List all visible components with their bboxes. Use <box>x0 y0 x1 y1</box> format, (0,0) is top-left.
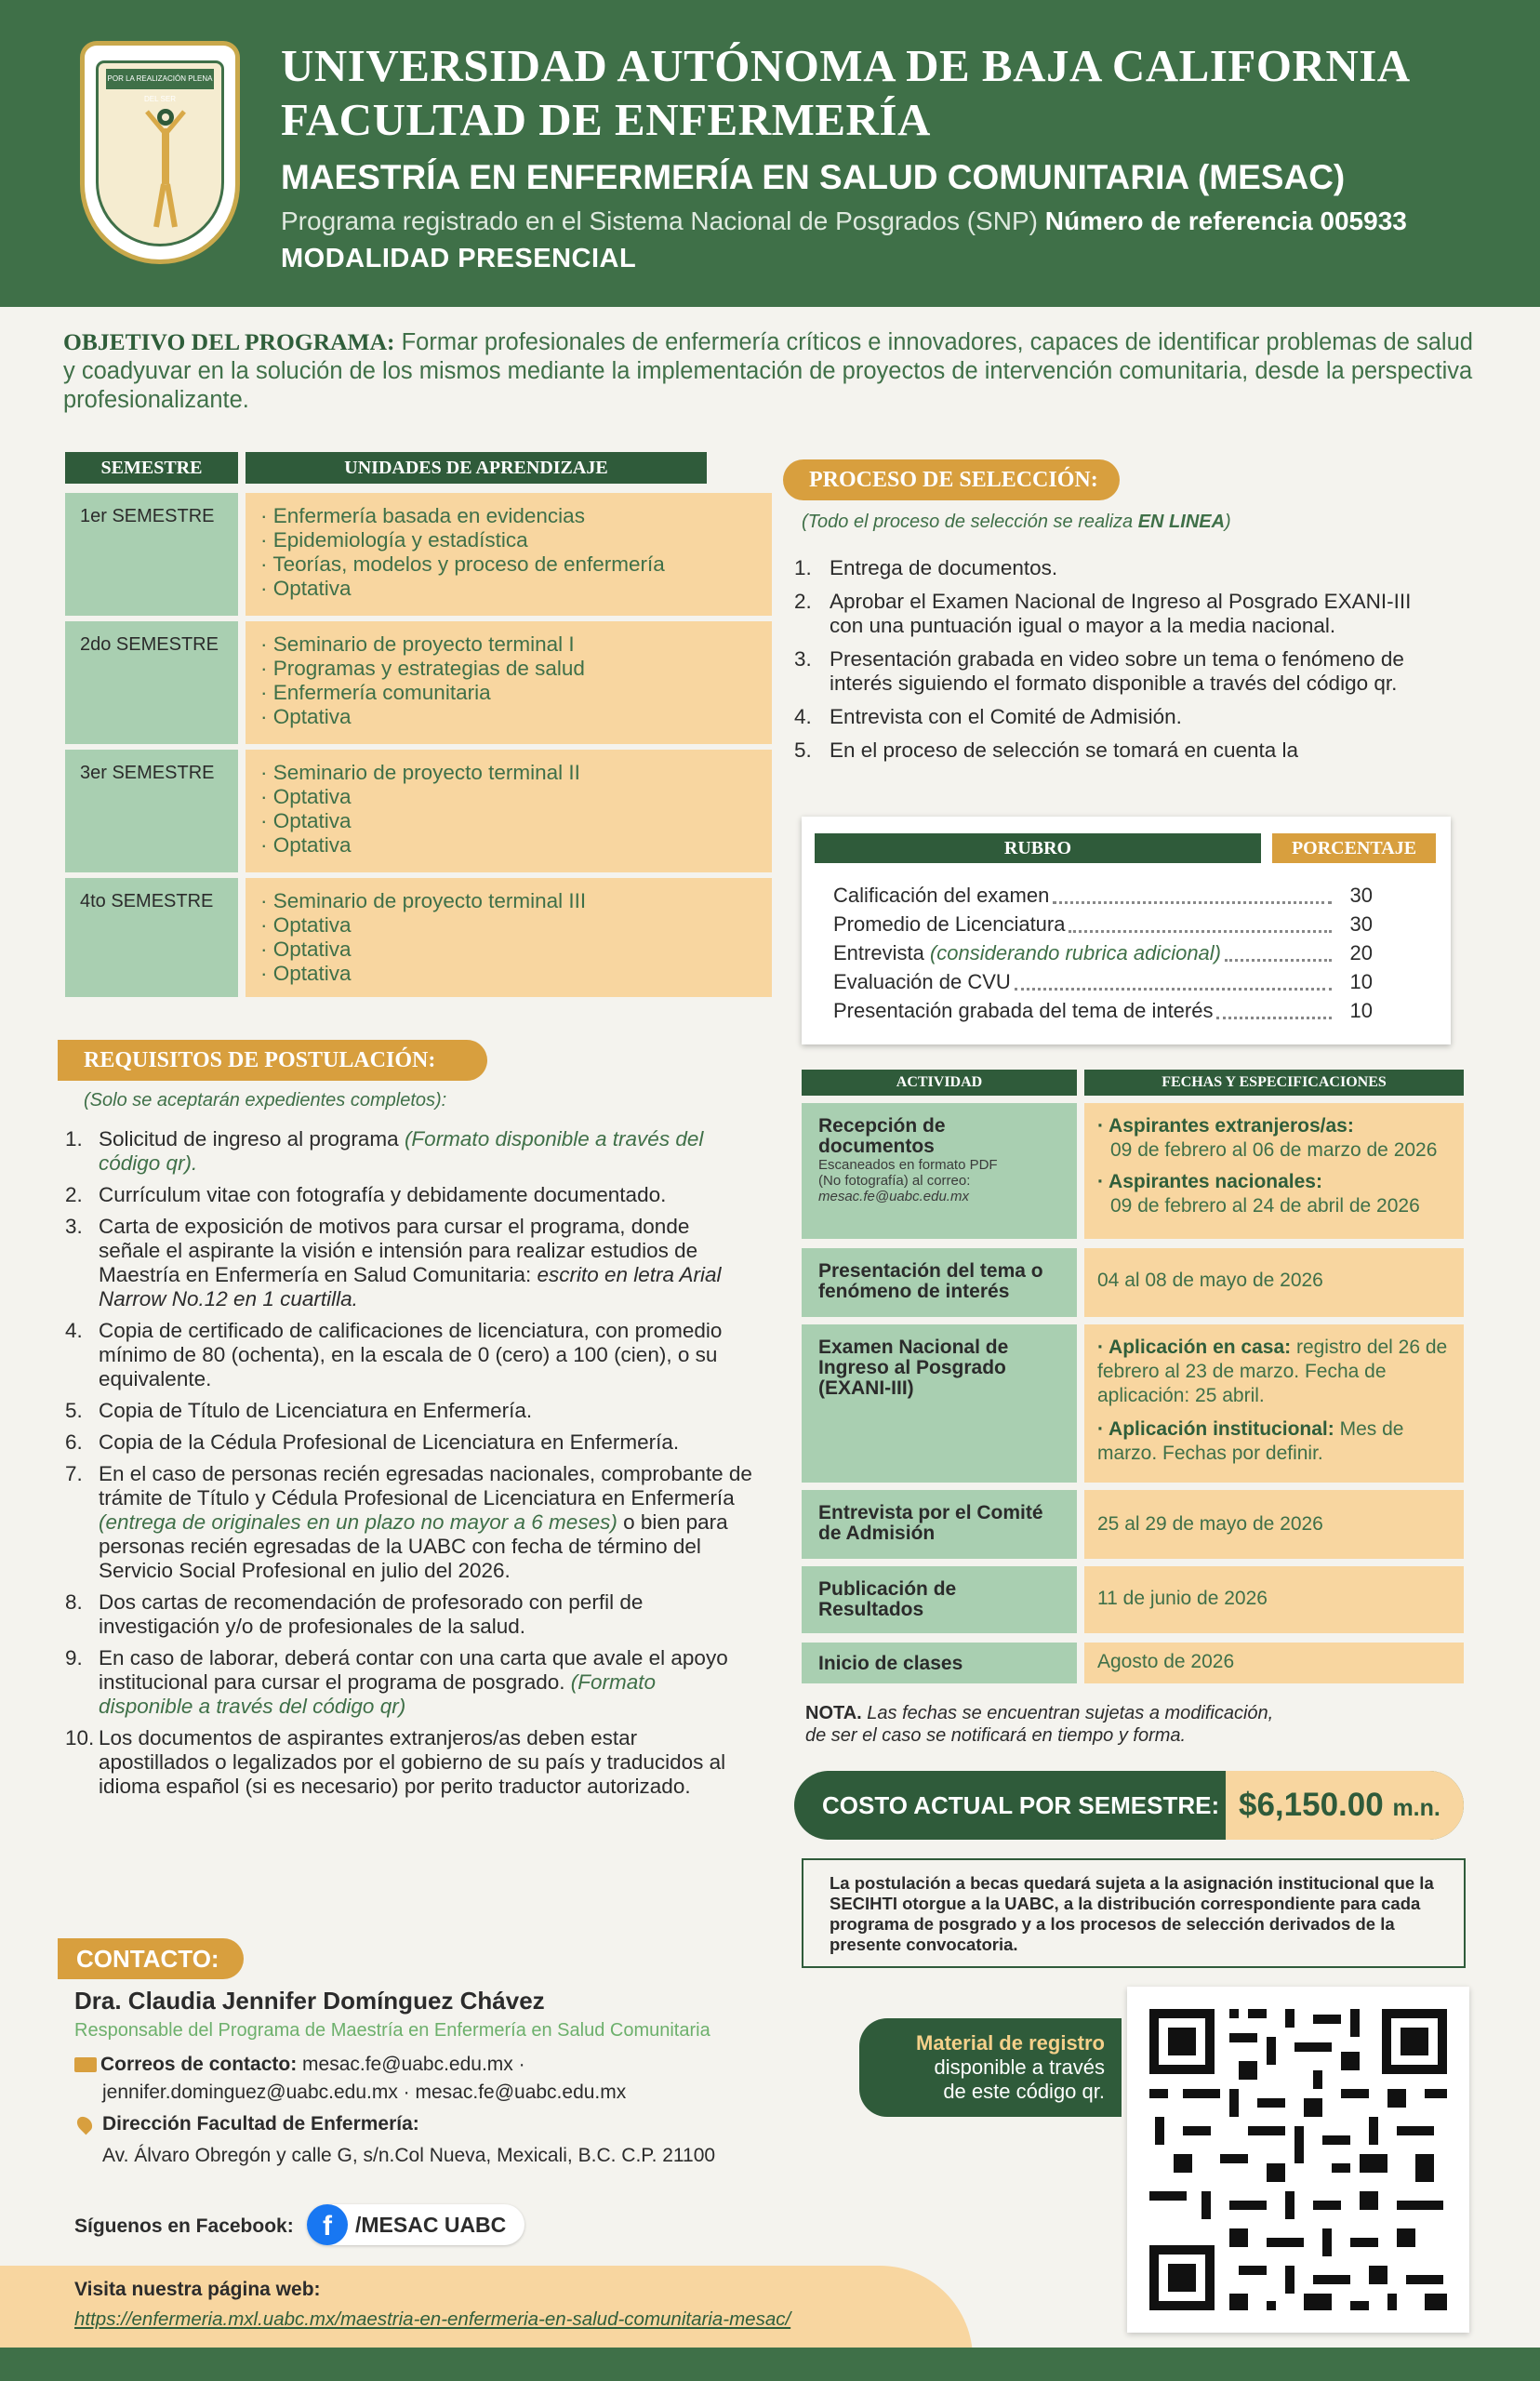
dates-cell: 11 de junio de 2026 <box>1084 1566 1464 1633</box>
dates-cell <box>1084 1103 1464 1239</box>
selection-title: PROCESO DE SELECCIÓN: <box>783 459 1120 500</box>
requirement-number: 9. <box>65 1646 83 1669</box>
step-number: 2. <box>794 590 812 613</box>
dates-note <box>805 1702 1273 1747</box>
unit-item: · Optativa <box>260 962 352 985</box>
semester-name: 2do SEMESTRE <box>65 621 238 744</box>
semester-units <box>246 878 772 997</box>
semester-units <box>246 750 772 872</box>
rubric-label <box>833 970 1011 998</box>
rubric-percentage: 20 <box>1349 941 1373 964</box>
requirement-number: 10. <box>65 1726 95 1749</box>
contact-emails-line2[interactable]: jennifer.dominguez@uabc.edu.mx · mesac.fe@uabc.edu.mx <box>102 2082 627 2103</box>
snp-reference: Número de referencia 005933 <box>1044 206 1407 235</box>
list-item <box>794 738 1445 763</box>
qr-code[interactable] <box>1127 1987 1469 2333</box>
snp-text: Programa registrado en el Sistema Nacional de Posgrados (SNP) <box>281 206 1038 235</box>
unit-item: · Optativa <box>260 705 352 728</box>
semester-units <box>246 493 772 616</box>
semester-name: 3er SEMESTRE <box>65 750 238 872</box>
date-label: · Aplicación institucional: <box>1097 1418 1334 1440</box>
dates-cell: Agosto de 2026 <box>1084 1643 1464 1683</box>
requirement-text: escrito en letra Arial Narrow No.12 en 1 cuartilla. <box>99 1263 722 1310</box>
rubric-label-text: Evaluación de CVU <box>833 970 1011 993</box>
note-label: NOTA. <box>805 1703 862 1723</box>
requirement-text: Dos cartas de recomendación de profesorado con perfil de investigación y/o de profesionales de la salud. <box>99 1590 644 1638</box>
cost-label: COSTO ACTUAL POR SEMESTRE: <box>822 1791 1220 1819</box>
modality: MODALIDAD PRESENCIAL <box>281 244 637 273</box>
requirements-list <box>65 1127 753 1806</box>
snp-line <box>281 206 1407 236</box>
rubric-label-text: Promedio de Licenciatura <box>833 912 1066 936</box>
objective-text: Formar profesionales de enfermería críticos e innovadores, capaces de identificar problemas de salud y coadyuvar en la solución de los mismos mediante la implementación de proyectos de intervención comunitaria, desde la perspectiva profesionalizante. <box>63 329 1473 413</box>
contact-role: Responsable del Programa de Maestría en Enfermería en Salud Comunitaria <box>74 2020 710 2041</box>
facebook-link[interactable] <box>307 2204 524 2245</box>
requirement-text: (Formato disponible a través del código qr). <box>99 1127 704 1175</box>
requirement-text: Los documentos de aspirantes extranjeros/as deben estar apostillados o legalizados por el gobierno de su país y traducidos al idioma español (si es necesario) por perito traductor autorizado. <box>99 1726 726 1798</box>
unit-item: · Seminario de proyecto terminal II <box>260 761 580 784</box>
rubric-percentage: 10 <box>1349 970 1373 993</box>
rubric-label-text: Presentación grabada del tema de interés <box>833 999 1214 1022</box>
activity-cell: Examen Nacional de Ingreso al Posgrado (EXANI-III) <box>802 1324 1077 1483</box>
dates-cell <box>1084 1324 1464 1483</box>
cost-banner <box>794 1771 1464 1840</box>
semester-header: SEMESTRE <box>65 452 238 484</box>
leader-dots <box>1015 970 1332 991</box>
unit-item: · Teorías, modelos y proceso de enfermería <box>260 552 665 576</box>
scholarship-note: La postulación a becas quedará sujeta a la asignación institucional que la SECIHTI otorgue a la UABC, a la distribución correspondiente para cada programa de posgrado y a los procesos de selección derivados de la presente convocatoria. <box>802 1858 1466 1968</box>
date-value: registro del 26 de febrero al 23 de marzo. Fecha de aplicación: 25 abril. <box>1097 1337 1448 1406</box>
date-label: · Aspirantes nacionales: <box>1097 1171 1322 1192</box>
university-title: UNIVERSIDAD AUTÓNOMA DE BAJA CALIFORNIA <box>281 40 1411 91</box>
contact-title: CONTACTO: <box>58 1938 244 1979</box>
rubric-table <box>802 817 1451 1044</box>
dates-header: FECHAS Y ESPECIFICACIONES <box>1084 1070 1464 1096</box>
selection-note-bold: EN LINEA <box>1137 512 1226 532</box>
selection-note-end: ) <box>1225 512 1231 532</box>
unit-item: · Programas y estrategias de salud <box>260 657 585 680</box>
footer-bar <box>0 2348 1540 2381</box>
percentage-header: PORCENTAJE <box>1272 833 1436 863</box>
step-text: Entrevista con el Comité de Admisión. <box>830 705 1182 728</box>
requirement-number: 8. <box>65 1590 83 1614</box>
semester-name: 4to SEMESTRE <box>65 878 238 997</box>
note-text: Las fechas se encuentran sujetas a modificación, <box>861 1703 1274 1723</box>
list-item <box>65 1590 753 1639</box>
unit-item: · Optativa <box>260 785 352 808</box>
unit-item: · Epidemiología y estadística <box>260 528 528 552</box>
qr-callout-text: disponible a través <box>934 2055 1105 2079</box>
address-label: Dirección Facultad de Enfermería: <box>102 2113 419 2135</box>
activity-header: ACTIVIDAD <box>802 1070 1077 1096</box>
rubric-label <box>833 884 1049 911</box>
list-item <box>794 705 1445 729</box>
qr-callout <box>859 2018 1122 2117</box>
requirement-text: En el caso de personas recién egresadas nacionales, comprobante de trámite de Título y Cédula Profesional de Licenciatura en Enfermería <box>99 1462 752 1510</box>
facebook-handle: /MESAC UABC <box>355 2213 507 2237</box>
list-item <box>794 590 1445 638</box>
activity-email: mesac.fe@uabc.edu.mx <box>818 1189 969 1204</box>
unit-item: · Optativa <box>260 913 352 937</box>
date-value: 09 de febrero al 06 de marzo de 2026 <box>1110 1139 1438 1161</box>
rubric-label-text: Entrevista <box>833 941 930 964</box>
unit-item: · Enfermería basada en evidencias <box>260 504 585 527</box>
step-text: Aprobar el Examen Nacional de Ingreso al Posgrado EXANI-III con una puntuación igual o mayor a la media nacional. <box>830 590 1412 637</box>
semester-units <box>246 621 772 744</box>
list-item <box>65 1726 753 1799</box>
activity-cell: Publicación de Resultados <box>802 1566 1077 1633</box>
activity-detail: (No fotografía) al correo: <box>818 1173 971 1189</box>
step-number: 5. <box>794 738 812 762</box>
location-pin-icon <box>74 2114 96 2135</box>
rubric-label-text: Calificación del examen <box>833 884 1050 907</box>
activity-cell: Presentación del tema o fenómeno de interés <box>802 1248 1077 1317</box>
seal-motto: POR LA REALIZACIÓN PLENA DEL SER <box>106 69 214 89</box>
semester-row <box>65 621 707 744</box>
requirements-title: REQUISITOS DE POSTULACIÓN: <box>58 1040 487 1081</box>
requirement-number: 4. <box>65 1319 83 1342</box>
unit-item: · Enfermería comunitaria <box>260 681 491 704</box>
leader-dots <box>1225 941 1332 962</box>
requirement-text: Carta de exposición de motivos para cursar el programa, donde señale el aspirante la visión e intensión para realizar estudios de Maestría en Enfermería en Salud Comunitaria: <box>99 1215 698 1286</box>
unit-item: · Seminario de proyecto terminal I <box>260 632 575 656</box>
cost-unit: m.n. <box>1392 1795 1440 1821</box>
requirement-number: 7. <box>65 1462 83 1485</box>
step-text: Entrega de documentos. <box>830 556 1058 579</box>
rubric-label <box>833 999 1213 1027</box>
requirements-note: (Solo se aceptarán expedientes completos): <box>84 1090 447 1111</box>
faculty-title: FACULTAD DE ENFERMERÍA <box>281 94 931 145</box>
cost-amount: $6,150.00 <box>1239 1787 1384 1823</box>
list-item <box>65 1462 753 1583</box>
requirement-text: o bien para personas recién egresadas de la UABC con fecha de término del Servicio Social Profesional en julio del 2026. <box>99 1510 728 1582</box>
date-value: Mes de marzo. Fechas por definir. <box>1097 1418 1404 1464</box>
email-label: Correos de contacto: <box>100 2054 298 2075</box>
requirement-text: (entrega de originales en un plazo no mayor a 6 meses) <box>99 1510 617 1534</box>
program-title: MAESTRÍA EN ENFERMERÍA EN SALUD COMUNITARIA (MESAC) <box>281 158 1346 196</box>
activity-detail: Escaneados en formato PDF <box>818 1157 998 1173</box>
email-value[interactable]: mesac.fe@uabc.edu.mx · <box>297 2054 525 2075</box>
semester-row <box>65 493 707 616</box>
activity-label: Recepción de documentos <box>818 1115 946 1157</box>
step-number: 3. <box>794 647 812 671</box>
mail-icon <box>74 2057 97 2072</box>
rubric-row <box>833 941 1373 969</box>
unit-item: · Optativa <box>260 577 352 600</box>
contact-address-label <box>74 2113 419 2135</box>
website-link[interactable]: https://enfermeria.mxl.uabc.mx/maestria-en-enfermeria-en-salud-comunitaria-mesac/ <box>74 2308 791 2330</box>
step-text: Presentación grabada en video sobre un tema o fenómeno de interés siguiendo el formato disponible a través del código qr. <box>830 647 1404 695</box>
date-label: · Aspirantes extranjeros/as: <box>1097 1115 1354 1137</box>
qr-code-icon <box>1127 1987 1469 2333</box>
activity-cell: Inicio de clases <box>802 1643 1077 1683</box>
list-item <box>65 1127 753 1176</box>
list-item <box>794 556 1445 580</box>
rubric-label <box>833 912 1065 940</box>
requirement-number: 2. <box>65 1183 83 1206</box>
cost-value <box>1226 1771 1464 1840</box>
list-item <box>65 1399 753 1423</box>
dates-cell: 04 al 08 de mayo de 2026 <box>1084 1248 1464 1317</box>
selection-note-text: (Todo el proceso de selección se realiza <box>802 512 1138 532</box>
seal-figure-icon <box>145 104 186 234</box>
rubric-row <box>833 999 1373 1027</box>
list-item <box>65 1215 753 1311</box>
list-item <box>65 1183 753 1207</box>
list-item <box>65 1319 753 1391</box>
step-number: 1. <box>794 556 812 579</box>
website-label: Visita nuestra página web: <box>74 2279 321 2300</box>
selection-note <box>802 512 1231 533</box>
rubric-percentage: 10 <box>1349 999 1373 1022</box>
rubric-percentage: 30 <box>1349 884 1373 907</box>
contact-emails <box>74 2054 525 2076</box>
unit-item: · Optativa <box>260 938 352 961</box>
rubric-label-note: (considerando rubrica adicional) <box>929 941 1221 964</box>
semester-name: 1er SEMESTRE <box>65 493 238 616</box>
date-value: 09 de febrero al 24 de abril de 2026 <box>1110 1195 1420 1217</box>
unit-item: · Optativa <box>260 833 352 857</box>
requirement-text: Copia de Título de Licenciatura en Enfermería. <box>99 1399 533 1422</box>
step-number: 4. <box>794 705 812 728</box>
requirement-text: Currículum vitae con fotografía y debidamente documentado. <box>99 1183 667 1206</box>
qr-callout-title: Material de registro <box>916 2031 1105 2055</box>
units-header: UNIDADES DE APRENDIZAJE <box>246 452 707 484</box>
rubric-row <box>833 884 1373 911</box>
requirement-text: (Formato disponible a través del código qr) <box>99 1670 657 1718</box>
rubro-header: RUBRO <box>815 833 1261 863</box>
contact-address: Av. Álvaro Obregón y calle G, s/n.Col Nueva, Mexicali, B.C. C.P. 21100 <box>102 2145 716 2166</box>
facebook-icon: f <box>307 2204 348 2245</box>
facebook-label: Síguenos en Facebook: <box>74 2215 294 2237</box>
requirement-text: Copia de certificado de calificaciones de licenciatura, con promedio mínimo de 80 (ochenta), en la escala de 0 (cero) a 100 (cien), o su equivalente. <box>99 1319 723 1390</box>
rubric-label <box>833 941 1221 969</box>
rubric-percentage: 30 <box>1349 912 1373 936</box>
requirement-text: En caso de laborar, deberá contar con una carta que avale el apoyo institucional para cursar el programa de posgrado. <box>99 1646 728 1694</box>
unit-item: · Optativa <box>260 809 352 832</box>
activity-cell: Entrevista por el Comité de Admisión <box>802 1490 1077 1559</box>
selection-steps <box>794 556 1445 772</box>
list-item <box>65 1430 753 1455</box>
requirement-text: Solicitud de ingreso al programa <box>99 1127 405 1151</box>
qr-callout-text: de este código qr. <box>943 2080 1105 2103</box>
objective-label: OBJETIVO DEL PROGRAMA: <box>63 328 395 355</box>
leader-dots <box>1069 912 1332 933</box>
website-banner <box>0 2266 973 2359</box>
step-text: En el proceso de selección se tomará en cuenta la <box>830 738 1299 762</box>
requirement-text: Copia de la Cédula Profesional de Licenciatura en Enfermería. <box>99 1430 680 1454</box>
semester-row <box>65 878 707 997</box>
requirement-number: 3. <box>65 1215 83 1238</box>
list-item <box>65 1646 753 1719</box>
requirement-number: 1. <box>65 1127 83 1151</box>
dates-cell: 25 al 29 de mayo de 2026 <box>1084 1490 1464 1559</box>
unit-item: · Seminario de proyecto terminal III <box>260 889 587 912</box>
university-seal-logo <box>80 41 240 264</box>
program-objective <box>63 327 1477 415</box>
rubric-row <box>833 912 1373 940</box>
contact-name: Dra. Claudia Jennifer Domínguez Chávez <box>74 1987 545 2015</box>
requirement-number: 5. <box>65 1399 83 1422</box>
leader-dots <box>1216 999 1332 1019</box>
requirement-number: 6. <box>65 1430 83 1454</box>
list-item <box>794 647 1445 696</box>
rubric-row <box>833 970 1373 998</box>
semester-row <box>65 750 707 872</box>
header-banner <box>0 0 1540 307</box>
leader-dots <box>1053 884 1332 904</box>
activity-cell <box>802 1103 1077 1239</box>
date-label: · Aplicación en casa: <box>1097 1337 1292 1358</box>
note-text: de ser el caso se notificará en tiempo y forma. <box>805 1725 1187 1746</box>
